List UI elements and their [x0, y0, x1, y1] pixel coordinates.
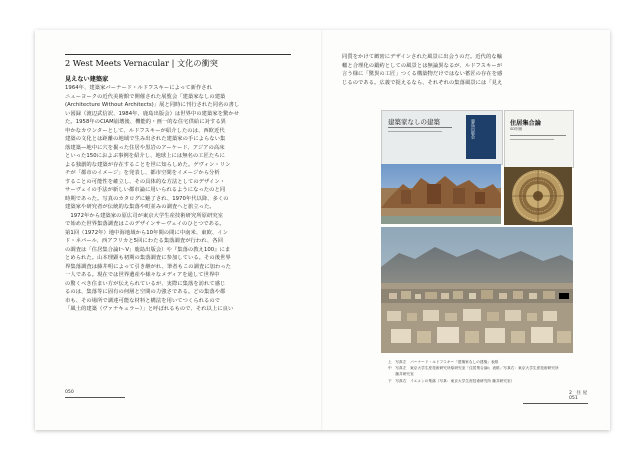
text-line: することの可能性を確立し、その具体的な方法としてのデザイン・: [65, 178, 226, 185]
text-line: で始めた世界集落調査はこのデザインサーヴェイのひとつである。: [65, 221, 225, 228]
text-line: の驚くべき住まい方が伝えられているが、実際に集落を訪れて感じ: [65, 280, 226, 287]
cover-rule: [388, 127, 452, 128]
section-rule: [65, 54, 291, 55]
folio-label-right: 2 住 屋: [569, 391, 588, 396]
text-line: るのは、集落等に固有の何層と空間の力強さである。どの集落や都: [65, 289, 226, 296]
photo-mandala-map: [504, 167, 572, 225]
text-line: (Architecture Without Architects)」展と同時に刊行された同名の書し: [65, 102, 240, 109]
text-line: 界集落調査は藤井明によって引き継がれ、筆者もこの調査に加わった: [65, 263, 232, 270]
folio-rule-right: [523, 403, 588, 404]
book-spread: [35, 30, 610, 430]
text-line: ド・ネパール、西アフリカと5回にわたる集落調査が行われ、各回: [65, 238, 223, 245]
subsection-title: 見えない建築家: [65, 76, 109, 83]
section-title: 2 West Meets Vernacular | 文化の衝突: [65, 58, 218, 68]
text-line: 上 写真左 バーナード・ルドフスキー「建築家なしの建築」表紙: [388, 360, 499, 364]
folio-rule-left: [65, 397, 125, 398]
text-line: 建築家や研究者が伝統的な集落や町並みの調査へと旅立った。: [65, 204, 215, 211]
cover-rule: [388, 131, 442, 132]
text-line: じるのである。広義で捉えるなら、それぞれの集落風景には「見え: [342, 79, 503, 86]
cover-rule: [510, 139, 554, 140]
text-line: 落建築—地中に穴を掘った住居や黒岩のアーケード、アジアの高床: [65, 144, 225, 151]
text-line: 言う様に「驚異の工匠」つくる構築物だけではない蓄匠の存在を感: [342, 71, 503, 78]
text-line: 同質をかけて緻密にデザインされた風景に出会うのだ。近代的な輸: [342, 54, 503, 60]
text-line: の調査は「住居集合論Ⅰ〜Ⅴ」鹿島出版会）や『集落の教え100』にま: [65, 246, 231, 253]
aerial-town-image: [381, 227, 573, 353]
mandala-map-image: [504, 167, 572, 225]
book-cover-architecture-without-architects: [381, 110, 503, 165]
text-line: 「風土的建築（ヴァナキュラー）」と呼ばれるもので、それ以上に良い: [65, 306, 234, 313]
right-page: [323, 30, 610, 430]
right-body-text: [342, 53, 590, 87]
text-line: ニューヨークの近代美術館で開催された展覧会「建築家なしの建築: [65, 93, 226, 100]
text-line: サーヴェイの手法が新しい都市論に用いられるようになったのと同: [65, 187, 226, 194]
book-cover-settlements: [504, 110, 574, 168]
text-line: 1972年から建築家の原広司が東京大学生産技術研究所原研究室: [65, 212, 224, 219]
photo-aerial-town: [381, 227, 573, 353]
book-cover-title: 建築家なしの建築: [388, 118, 440, 126]
left-page: [35, 30, 322, 430]
book-cover-title: 住居集合論: [510, 120, 541, 127]
text-line: といった150におよぶ事例を紹介し、地球上には無名の工匠たちに: [65, 153, 225, 160]
text-line: 第1回（1972年）地中海地域から10年間の間に中南米、東欧、イン: [65, 229, 228, 236]
text-line: 轍と合理化の鍛約としての風景とは無論異なるが、ルドフスキーが: [342, 62, 503, 69]
book-cover-subtitle: SD別冊: [510, 127, 523, 131]
text-line: チが「都市のイメージ」を発表し、都市空間をイメージから分析: [65, 170, 220, 177]
text-line: 市も、その場所で調達可能な材料と構法を用いてつくられるので: [65, 297, 221, 304]
folio-number-left: 050: [65, 390, 74, 395]
text-line: い図録（渡辺武信訳、1984年、鹿島出版会）は世界中の建築家を驚かせ: [65, 110, 240, 117]
photo-desert-village: [381, 164, 501, 224]
cover-publisher-label: 鹿島出版会: [471, 119, 476, 139]
text-line: よる独創的な建築が存在することを世に知らしめた。ゲヴィン・リン: [65, 161, 231, 168]
text-line: 中 写真左 東京大学生産技術研究所原研究室「住居集合論Ⅰ」表紙／写真右：東京大学生産技術研究所: [388, 366, 559, 371]
cover-rule: [510, 135, 566, 136]
photo-captions: [388, 359, 588, 384]
text-line: 建築の文化とは距離の地域で生み出された建築家の手によらない集: [65, 136, 226, 143]
text-line: 一人である。現在では世界遺産や様々なメディアを通して世界中: [65, 272, 220, 279]
text-line: 時期であった。写真のカタログに魅了され、1970年代以降、多くの: [65, 195, 229, 202]
text-line: 下 写真右 イエメンの集落（写真：東京大学生産技術研究所 藤井研究室）: [388, 378, 515, 383]
text-line: た。1958年のCIAM崩壊後、機能的・画一的な住宅供給に対する異: [65, 119, 227, 126]
left-body-text: [65, 84, 292, 314]
text-line: 1964年、建築家バーナード・ルドフスキーによって新作され: [65, 85, 212, 91]
text-line: 申かなカウンターとして、ルドフスキーが紹介したのは、西欧近代: [65, 127, 225, 134]
text-line: 藤井研究室: [388, 372, 414, 377]
folio-number-right: 051: [569, 396, 578, 401]
desert-village-image: [381, 164, 501, 224]
cover-spine-block: [466, 115, 496, 159]
text-line: とめられた。山本理顕も初期の集落調査に参加している。その後世界: [65, 255, 231, 262]
